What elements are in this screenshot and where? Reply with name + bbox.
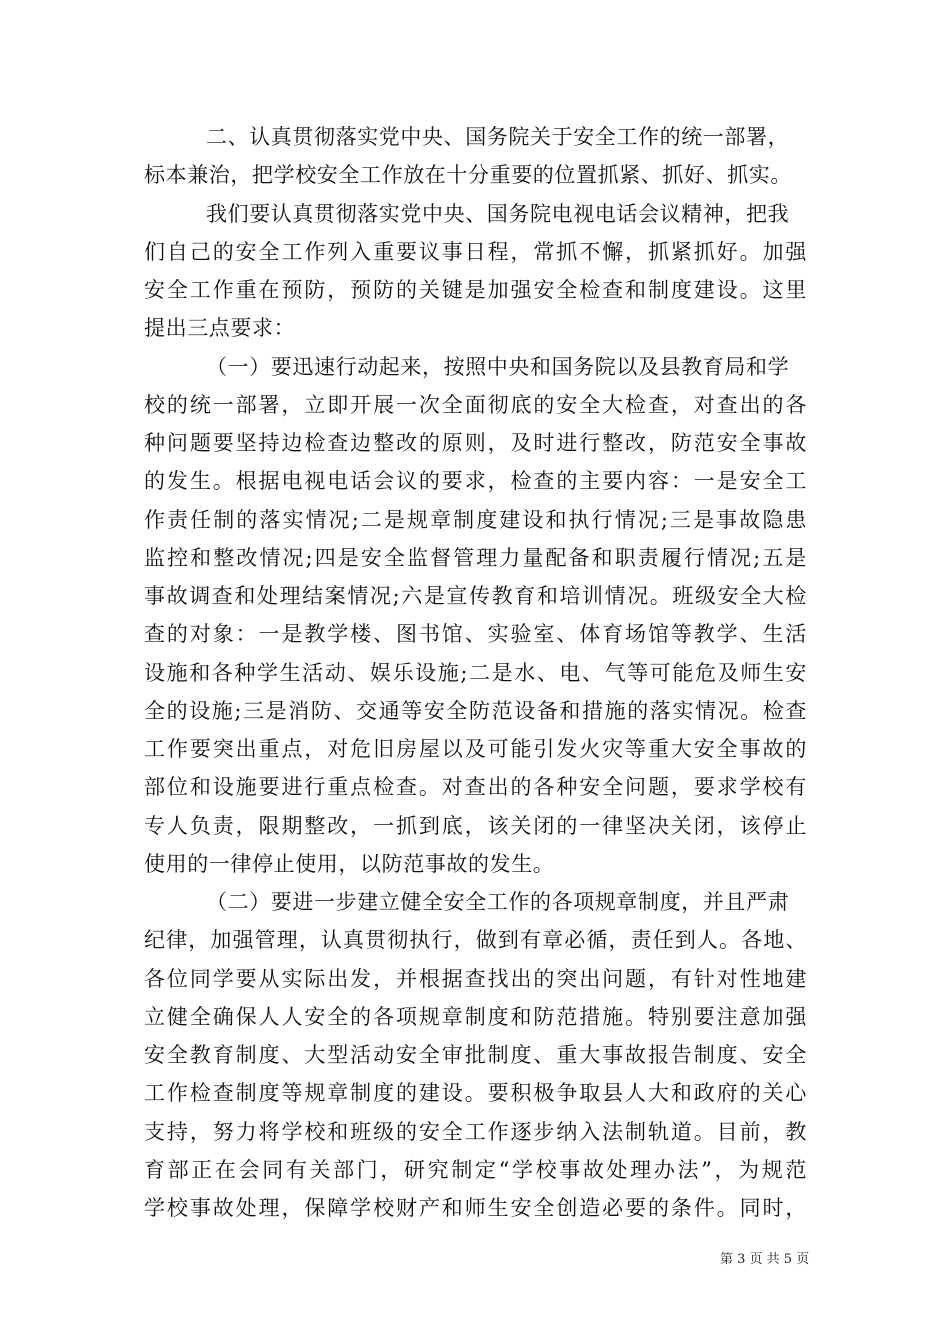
paragraph-line: 监控和整改情况;四是安全监督管理力量配备和职责履行情况;五是 (144, 545, 807, 570)
paragraph-line: 工作检查制度等规章制度的建设。要积极争取县人大和政府的关心 (144, 1081, 807, 1106)
heading-line: 标本兼治，把学校安全工作放在十分重要的位置抓紧、抓好、抓实。 (144, 163, 792, 188)
paragraph-line: 支持，努力将学校和班级的安全工作逐步纳入法制轨道。目前，教 (144, 1119, 807, 1144)
page-number: 第 3 页 共 5 页 (720, 1252, 810, 1267)
paragraph-line: 工作要突出重点，对危旧房屋以及可能引发火灾等重大安全事故的 (144, 737, 807, 761)
paragraph-line: 校的统一部署，立即开展一次全面彻底的安全大检查，对查出的各 (144, 392, 807, 417)
paragraph-line: 设施和各种学生活动、娱乐设施;二是水、电、气等可能危及师生安 (144, 660, 807, 685)
document-body (144, 118, 807, 1227)
paragraph-line: 纪律，加强管理，认真贯彻执行，做到有章必循，责任到人。各地、 (144, 928, 807, 953)
paragraph-line: 查的对象：一是教学楼、图书馆、实验室、体育场馆等教学、生活 (144, 622, 807, 647)
paragraph-line: 各位同学要从实际出发，并根据查找出的突出问题，有针对性地建 (144, 966, 807, 991)
paragraph-line: 事故调查和处理结案情况;六是宣传教育和培训情况。班级安全大检 (144, 584, 807, 608)
paragraph-line: 们自己的安全工作列入重要议事日程，常抓不懈，抓紧抓好。加强 (144, 239, 807, 264)
paragraph-line: 育部正在会同有关部门，研究制定“学校事故处理办法”，为规范 (144, 1157, 807, 1182)
paragraph-line: （一）要迅速行动起来，按照中央和国务院以及县教育局和学 (206, 354, 790, 379)
paragraph-line: 专人负责，限期整改，一抓到底，该关闭的一律坚决关闭，该停止 (144, 813, 807, 838)
paragraph-line: 立健全确保人人安全的各项规章制度和防范措施。特别要注意加强 (144, 1004, 807, 1029)
paragraph-line: 的发生。根据电视电话会议的要求，检查的主要内容：一是安全工 (144, 469, 807, 494)
heading-line: 二、认真贯彻落实党中央、国务院关于安全工作的统一部署， (206, 125, 790, 149)
paragraph-line: 作责任制的落实情况;二是规章制度建设和执行情况;三是事故隐患 (144, 507, 807, 532)
paragraph-line: 种问题要坚持边检查边整改的原则，及时进行整改，防范安全事故 (144, 431, 807, 455)
paragraph-line: 使用的一律停止使用，以防范事故的发生。 (144, 851, 555, 876)
paragraph-line: 部位和设施要进行重点检查。对查出的各种安全问题，要求学校有 (144, 775, 807, 800)
paragraph-line: （二）要进一步建立健全安全工作的各项规章制度，并且严肃 (206, 890, 790, 914)
paragraph-line: 我们要认真贯彻落实党中央、国务院电视电话会议精神，把我 (206, 201, 790, 226)
paragraph-line: 安全教育制度、大型活动安全审批制度、重大事故报告制度、安全 (144, 1043, 807, 1067)
paragraph-line: 安全工作重在预防，预防的关键是加强安全检查和制度建设。这里 (144, 278, 807, 302)
paragraph-line: 提出三点要求： (144, 316, 296, 341)
paragraph-line: 全的设施;三是消防、交通等安全防范设备和措施的落实情况。检查 (144, 698, 807, 723)
paragraph-line: 学校事故处理，保障学校财产和师生安全创造必要的条件。同时， (144, 1196, 807, 1220)
